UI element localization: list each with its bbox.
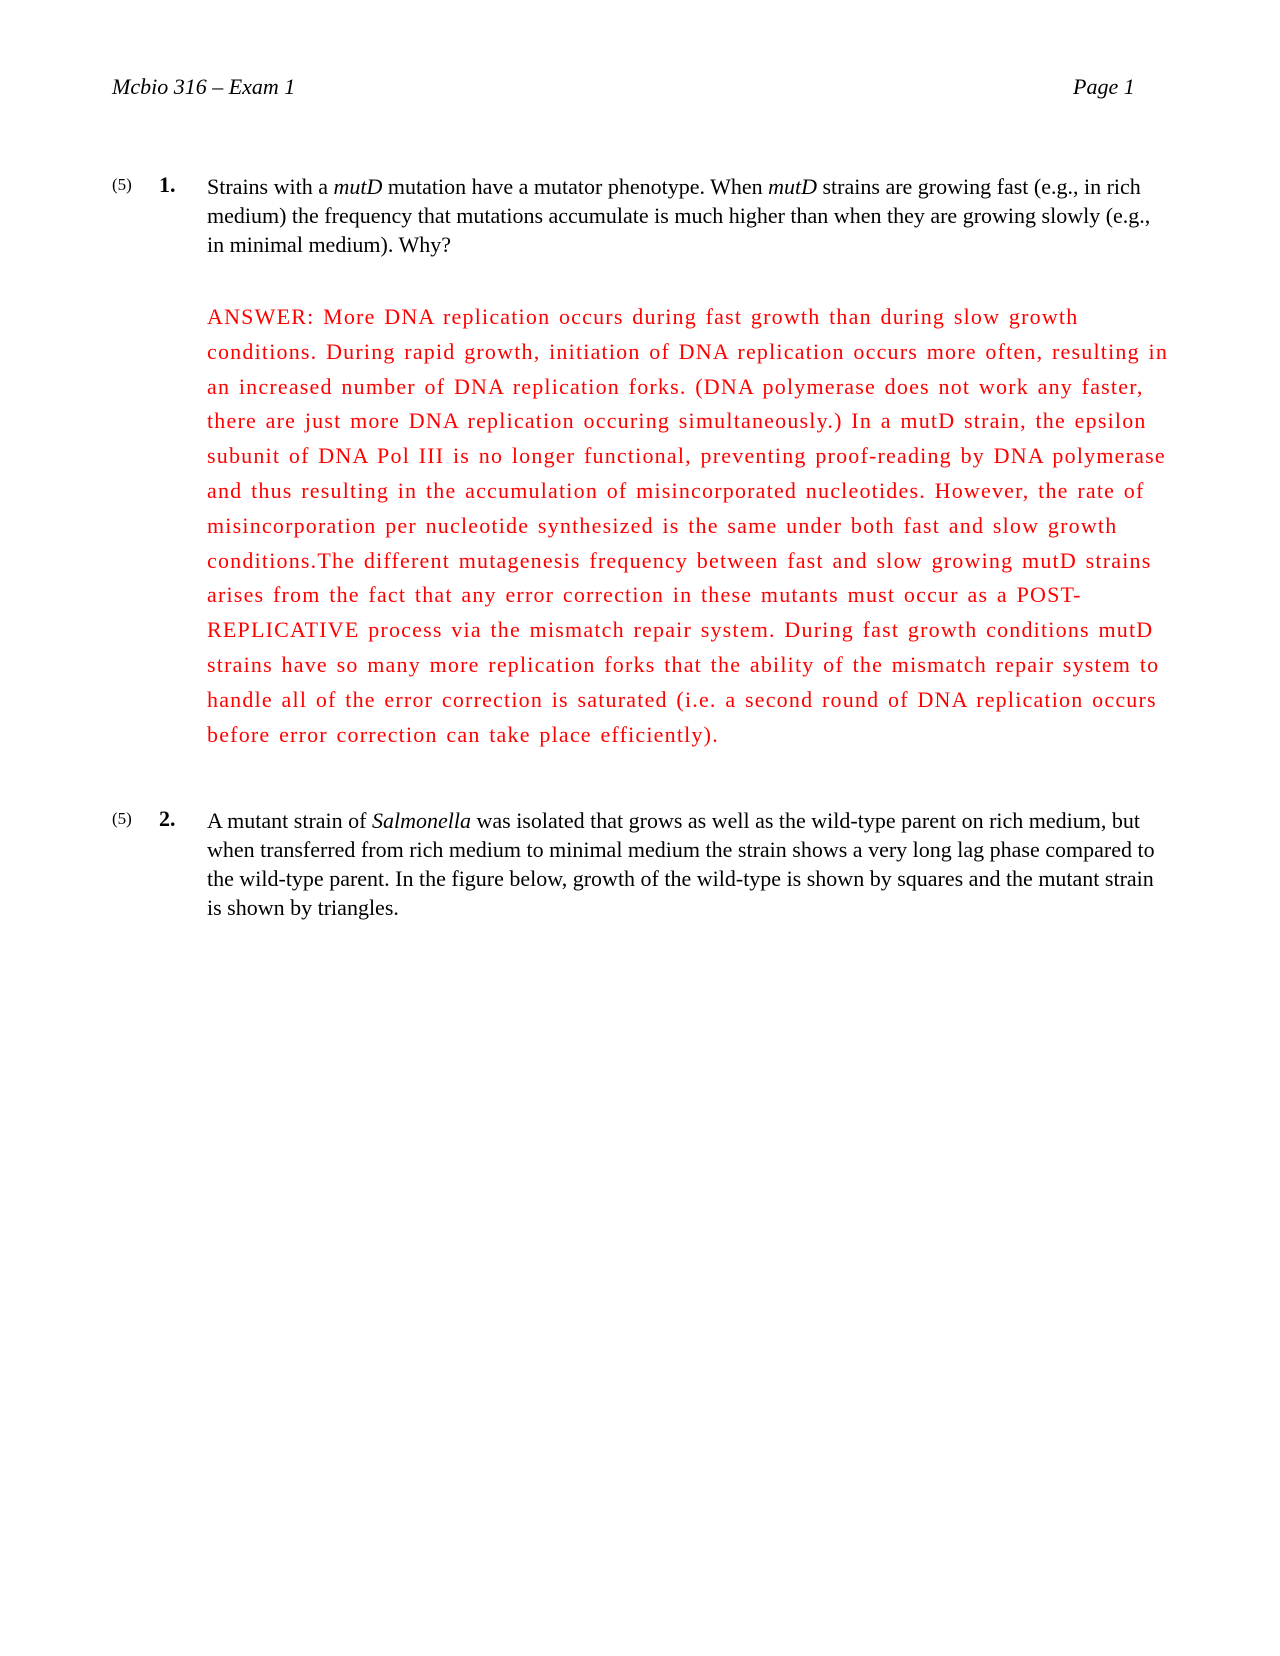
q1-text-part-b: mutation have a mutator phenotype. When bbox=[382, 174, 769, 199]
question-1-number: 1. bbox=[159, 172, 176, 197]
q2-text-part-a: A mutant strain of bbox=[207, 808, 372, 833]
q1-text-part-c: strains are growing fast (e.g., in rich medium) the frequency that mutations accumulate is much higher than when they are growing slowly (e.g., in minimal medium). Why? bbox=[207, 174, 1151, 257]
page-header-course: Mcbio 316 – Exam 1 bbox=[112, 74, 296, 99]
q2-italic-salmonella: Salmonella bbox=[371, 808, 471, 833]
question-1-text bbox=[207, 172, 1172, 259]
q1-italic-mutd-2: mutD bbox=[768, 174, 817, 199]
question-2-points: (5) bbox=[112, 809, 132, 828]
question-1-answer: ANSWER: More DNA replication occurs during fast growth than during slow growth conditions. During rapid growth, initiation of DNA replication occurs more often, resulting in an increased number of DNA replication forks. (DNA polymerase does not work any faster, there are just more DNA replication occuring simultaneously.) In a mutD strain, the epsilon subunit of DNA Pol III is no longer functional, preventing proof-reading by DNA polymerase and thus resulting in the accumulation of misincorporated nucleotides. However, the rate of misincorporation per nucleotide synthesized is the same under both fast and slow growth conditions.The different mutagenesis frequency between fast and slow growing mutD strains arises from the fact that any error correction in these mutants must occur as a POST-REPLICATIVE process via the mismatch repair system. During fast growth conditions mutD strains have so many more replication forks that the ability of the mismatch repair system to handle all of the error correction is saturated (i.e. a second round of DNA replication occurs before error correction can take place efficiently). bbox=[207, 304, 1169, 747]
q1-italic-mutd-1: mutD bbox=[333, 174, 383, 199]
q2-text-part-b: was isolated that grows as well as the wild-type parent on rich medium, but when transferred from rich medium to minimal medium the strain shows a very long lag phase compared to the wild-type parent. In the figure below, growth of the wild-type is shown by squares and the mutant strain is shown by triangles. bbox=[207, 808, 1155, 920]
question-2-number: 2. bbox=[159, 806, 176, 831]
question-1-points: (5) bbox=[112, 175, 132, 194]
q1-text-part-a: Strains with a bbox=[207, 174, 334, 199]
page-number: Page 1 bbox=[1073, 74, 1135, 99]
question-2-text bbox=[207, 806, 1172, 922]
